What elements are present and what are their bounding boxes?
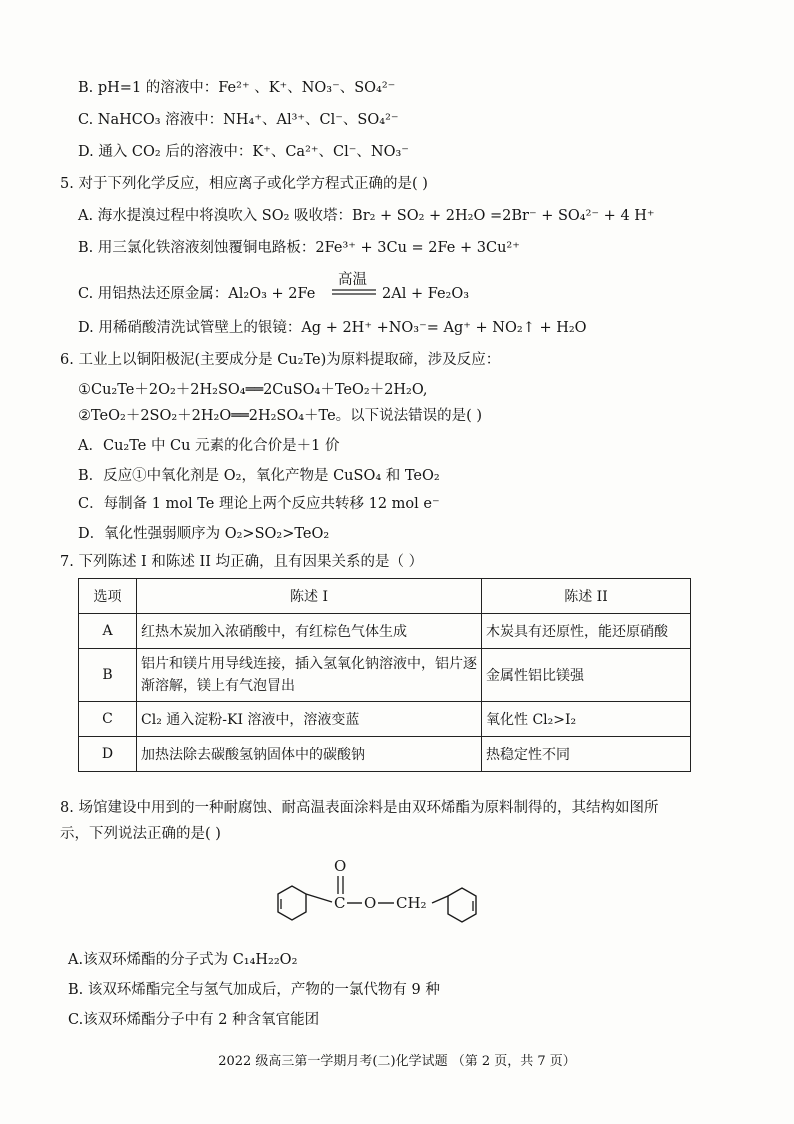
option-5c-left: C. 用铝热法还原金属：Al₂O₃ + 2Fe — [78, 286, 316, 302]
option-5b: B. 用三氯化铁溶液刻蚀覆铜电路板：2Fe³⁺ + 3Cu = 2Fe + 3Cu²⁺ — [78, 240, 520, 256]
statement-1: 加热法除去碳酸氢钠固体中的碳酸钠 — [137, 737, 482, 772]
header-statement-2: 陈述 II — [482, 579, 691, 614]
table-header-row — [79, 579, 691, 614]
question-6-stem: 6. 工业上以铜阳极泥(主要成分是 Cu₂Te)为原料提取碲，涉及反应： — [60, 352, 501, 368]
page-footer: 2022 级高三第一学期月考(二)化学试题 （第 2 页，共 7 页） — [218, 1054, 576, 1069]
row-key: B — [79, 649, 137, 702]
header-option: 选项 — [79, 579, 137, 614]
option-8a: A.该双环烯酯的分子式为 C₁₄H₂₂O₂ — [68, 952, 298, 968]
table-row — [79, 702, 691, 737]
option-6c: C．每制备 1 mol Te 理论上两个反应共转移 12 mol e⁻ — [78, 496, 440, 512]
table-row — [79, 614, 691, 649]
equal-sign-double-line — [332, 288, 376, 296]
carbonyl-carbon: C — [334, 894, 346, 912]
statement-1: 红热木炭加入浓硝酸中，有红棕色气体生成 — [137, 614, 482, 649]
statement-2: 木炭具有还原性，能还原硝酸 — [482, 614, 691, 649]
statement-2: 金属性铝比镁强 — [482, 649, 691, 702]
option-6b: B．反应①中氧化剂是 O₂，氧化产物是 CuSO₄ 和 TeO₂ — [78, 468, 440, 484]
option-5a: A. 海水提溴过程中将溴吹入 SO₂ 吸收塔：Br₂ + SO₂ + 2H₂O =2Br⁻ + SO₄²⁻ + 4 H⁺ — [78, 208, 655, 224]
question-8-stem-line2: 示，下列说法正确的是( ) — [60, 826, 221, 842]
option-4c: C. NaHCO₃ 溶液中：NH₄⁺、Al³⁺、Cl⁻、SO₄²⁻ — [78, 112, 399, 128]
reaction-condition: 高温 — [338, 272, 367, 288]
option-5d: D. 用稀硝酸清洗试管壁上的银镜：Ag + 2H⁺ +NO₃⁻= Ag⁺ + NO₂↑ + H₂O — [78, 320, 587, 336]
table-row — [79, 737, 691, 772]
reaction-2: ②TeO₂＋2SO₂＋2H₂O══2H₂SO₄＋Te。以下说法错误的是( ) — [78, 408, 483, 424]
question-8-stem-line1: 8. 场馆建设中用到的一种耐腐蚀、耐高温表面涂料是由双环烯酯为原料制得的，其结构如图所 — [60, 800, 659, 816]
options-table — [78, 578, 691, 772]
carbonyl-oxygen: O — [334, 857, 347, 875]
statement-1: 铝片和镁片用导线连接，插入氢氧化钠溶液中，铝片逐渐溶解，镁上有气泡冒出 — [137, 649, 482, 702]
row-key: D — [79, 737, 137, 772]
row-key: A — [79, 614, 137, 649]
statement-2: 氧化性 Cl₂>I₂ — [482, 702, 691, 737]
option-8c: C.该双环烯酯分子中有 2 种含氧官能团 — [68, 1012, 320, 1028]
ester-oxygen: O — [364, 894, 377, 912]
row-key: C — [79, 702, 137, 737]
option-4b: B. pH=1 的溶液中：Fe²⁺ 、K⁺、NO₃⁻、SO₄²⁻ — [78, 80, 396, 96]
ester-structure-diagram — [262, 852, 502, 944]
header-statement-1: 陈述 I — [137, 579, 482, 614]
question-5-stem: 5. 对于下列化学反应，相应离子或化学方程式正确的是( ) — [60, 176, 428, 192]
statement-2: 热稳定性不同 — [482, 737, 691, 772]
option-8b: B. 该双环烯酯完全与氢气加成后，产物的一氯代物有 9 种 — [68, 982, 440, 998]
reaction-1: ①Cu₂Te＋2O₂＋2H₂SO₄══2CuSO₄＋TeO₂＋2H₂O, — [78, 382, 428, 398]
option-6a: A．Cu₂Te 中 Cu 元素的化合价是＋1 价 — [78, 438, 340, 454]
statement-1: Cl₂ 通入淀粉-KI 溶液中，溶液变蓝 — [137, 702, 482, 737]
option-4d: D. 通入 CO₂ 后的溶液中：K⁺、Ca²⁺、Cl⁻、NO₃⁻ — [78, 144, 409, 160]
question-7-stem: 7. 下列陈述 I 和陈述 II 均正确，且有因果关系的是（ ） — [60, 554, 424, 570]
option-5c-right: 2Al + Fe₂O₃ — [382, 286, 470, 302]
table-row — [79, 649, 691, 702]
methylene-group: CH₂ — [396, 894, 427, 912]
option-6d: D．氧化性强弱顺序为 O₂>SO₂>TeO₂ — [78, 526, 330, 542]
